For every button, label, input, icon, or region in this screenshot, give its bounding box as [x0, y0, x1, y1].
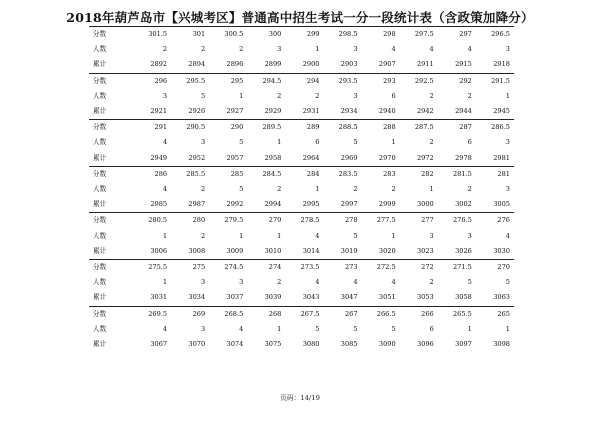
- count-cell: 3: [505, 185, 510, 194]
- count-cell: 2: [200, 45, 206, 54]
- count-cell: 1: [277, 138, 282, 147]
- score-cell: 297: [438, 27, 476, 43]
- score-cell: 266: [400, 306, 438, 322]
- count-cell: 3: [467, 231, 472, 240]
- score-cell: 285.5: [171, 166, 209, 182]
- score-cell: 269.5: [133, 306, 171, 322]
- count-cell: 3: [277, 45, 282, 54]
- count-cell: 2: [277, 278, 282, 287]
- score-cell: 290: [209, 120, 247, 136]
- count-row: [89, 89, 514, 104]
- cumulative-cell: 2894: [188, 60, 206, 69]
- cumulative-row-label: 累计: [93, 153, 107, 162]
- cumulative-cell: 2918: [493, 60, 510, 69]
- count-cell: 2: [162, 45, 168, 54]
- score-cell: 287.5: [400, 120, 438, 136]
- score-cell: 268.5: [209, 306, 247, 322]
- count-cell: 5: [391, 324, 396, 333]
- count-cell: 4: [315, 278, 320, 287]
- count-cell: 2: [200, 231, 206, 240]
- cumulative-cell: 3063: [493, 293, 510, 302]
- cumulative-row: [89, 244, 514, 260]
- score-cell: 273: [323, 260, 361, 276]
- cumulative-cell: 3034: [188, 293, 206, 302]
- count-cell: 5: [200, 91, 206, 100]
- count-row-label: 人数: [93, 324, 107, 333]
- score-cell: 295.5: [171, 73, 209, 89]
- score-cell: 271.5: [438, 260, 476, 276]
- score-row-label: 分数: [89, 213, 133, 229]
- score-cell: 289: [285, 120, 323, 136]
- count-cell: 3: [353, 45, 358, 54]
- cumulative-cell: 2972: [416, 153, 434, 162]
- score-cell: 279: [247, 213, 285, 229]
- score-cell: 282: [400, 166, 438, 182]
- score-row-label: 分数: [89, 27, 133, 43]
- count-cell: 3: [505, 138, 510, 147]
- score-cell: 270: [476, 260, 514, 276]
- count-cell: 5: [353, 231, 358, 240]
- count-cell: 1: [162, 231, 168, 240]
- count-cell: 2: [467, 91, 472, 100]
- score-cell: 298.5: [323, 27, 361, 43]
- count-cell: 1: [505, 324, 510, 333]
- score-cell: 272.5: [362, 260, 400, 276]
- score-cell: 295: [209, 73, 247, 89]
- cumulative-cell: 3098: [493, 340, 510, 349]
- score-row: [89, 306, 514, 322]
- count-cell: 2: [200, 185, 206, 194]
- score-cell: 288.5: [323, 120, 361, 136]
- score-cell: 292: [438, 73, 476, 89]
- count-row: [89, 182, 514, 197]
- score-cell: 276.5: [438, 213, 476, 229]
- score-cell: 265.5: [438, 306, 476, 322]
- cumulative-cell: 2992: [226, 200, 244, 209]
- count-cell: 6: [467, 138, 472, 147]
- score-cell: 274: [247, 260, 285, 276]
- cumulative-row-label: 累计: [93, 107, 107, 116]
- cumulative-cell: 3008: [188, 246, 206, 255]
- cumulative-cell: 3097: [455, 340, 472, 349]
- count-cell: 1: [467, 324, 472, 333]
- score-row-label: 分数: [89, 120, 133, 136]
- cumulative-cell: 3047: [340, 293, 358, 302]
- count-cell: 4: [315, 231, 320, 240]
- count-cell: 4: [429, 45, 434, 54]
- count-cell: 5: [353, 138, 358, 147]
- score-cell: 266.5: [362, 306, 400, 322]
- score-row: [89, 166, 514, 182]
- score-cell: 267.5: [285, 306, 323, 322]
- score-cell: 277: [400, 213, 438, 229]
- count-cell: 1: [277, 231, 282, 240]
- cumulative-row-label: 累计: [93, 293, 107, 302]
- count-cell: 4: [239, 324, 244, 333]
- count-cell: 2: [353, 185, 358, 194]
- score-row: [89, 27, 514, 43]
- cumulative-cell: 2940: [378, 107, 396, 116]
- cumulative-cell: 2926: [188, 107, 206, 116]
- cumulative-cell: 2969: [340, 153, 358, 162]
- score-cell: 297.5: [400, 27, 438, 43]
- count-row: [89, 135, 514, 150]
- cumulative-cell: 3090: [378, 340, 396, 349]
- cumulative-cell: 2999: [378, 200, 396, 209]
- count-row: [89, 229, 514, 244]
- count-row-label: 人数: [93, 138, 107, 147]
- cumulative-cell: 3043: [302, 293, 320, 302]
- count-cell: 1: [239, 91, 244, 100]
- cumulative-cell: 2942: [416, 107, 434, 116]
- score-distribution-table: [89, 26, 514, 352]
- count-row: [89, 322, 514, 337]
- cumulative-cell: 2896: [226, 60, 244, 69]
- score-cell: 281: [476, 166, 514, 182]
- score-cell: 279.5: [209, 213, 247, 229]
- count-cell: 5: [467, 278, 472, 287]
- cumulative-cell: 3014: [302, 246, 320, 255]
- score-cell: 283.5: [323, 166, 361, 182]
- cumulative-row: [89, 197, 514, 213]
- count-cell: 3: [200, 324, 206, 333]
- cumulative-row: [89, 151, 514, 167]
- score-cell: 292.5: [400, 73, 438, 89]
- count-cell: 4: [162, 138, 168, 147]
- score-cell: 291: [133, 120, 171, 136]
- cumulative-cell: 2934: [340, 107, 358, 116]
- score-cell: 284.5: [247, 166, 285, 182]
- cumulative-cell: 2985: [150, 200, 168, 209]
- cumulative-cell: 2981: [493, 153, 510, 162]
- count-cell: 1: [429, 185, 434, 194]
- cumulative-row-label: 累计: [93, 246, 107, 255]
- cumulative-cell: 2964: [302, 153, 320, 162]
- score-cell: 293.5: [323, 73, 361, 89]
- cumulative-cell: 3010: [264, 246, 282, 255]
- score-cell: 274.5: [209, 260, 247, 276]
- count-cell: 3: [200, 278, 206, 287]
- cumulative-cell: 2907: [378, 60, 396, 69]
- count-cell: 2: [429, 278, 434, 287]
- cumulative-cell: 3006: [150, 246, 168, 255]
- count-cell: 5: [315, 324, 320, 333]
- score-cell: 269: [171, 306, 209, 322]
- count-cell: 1: [162, 278, 168, 287]
- count-cell: 2: [277, 91, 282, 100]
- cumulative-cell: 3020: [378, 246, 396, 255]
- cumulative-cell: 2929: [264, 107, 282, 116]
- cumulative-row: [89, 337, 514, 352]
- count-cell: 1: [391, 138, 396, 147]
- cumulative-cell: 3051: [378, 293, 396, 302]
- score-cell: 288: [362, 120, 400, 136]
- score-cell: 277.5: [362, 213, 400, 229]
- score-row-label: 分数: [89, 73, 133, 89]
- cumulative-row: [89, 104, 514, 120]
- score-row-label: 分数: [89, 166, 133, 182]
- cumulative-cell: 3074: [226, 340, 244, 349]
- score-cell: 268: [247, 306, 285, 322]
- score-cell: 278.5: [285, 213, 323, 229]
- count-cell: 1: [277, 324, 282, 333]
- score-cell: 281.5: [438, 166, 476, 182]
- cumulative-cell: 2944: [455, 107, 472, 116]
- cumulative-cell: 3053: [416, 293, 434, 302]
- count-row-label: 人数: [93, 278, 107, 287]
- cumulative-cell: 3067: [150, 340, 168, 349]
- score-cell: 275.5: [133, 260, 171, 276]
- count-cell: 2: [429, 91, 434, 100]
- cumulative-cell: 3005: [493, 200, 510, 209]
- cumulative-row-label: 累计: [93, 200, 107, 209]
- score-cell: 296: [133, 73, 171, 89]
- count-cell: 3: [353, 91, 358, 100]
- count-cell: 2: [315, 91, 320, 100]
- score-cell: 291.5: [476, 73, 514, 89]
- score-cell: 267: [323, 306, 361, 322]
- cumulative-cell: 2931: [302, 107, 320, 116]
- score-row-label: 分数: [89, 260, 133, 276]
- score-cell: 294.5: [247, 73, 285, 89]
- cumulative-cell: 2995: [302, 200, 320, 209]
- score-row: [89, 73, 514, 89]
- count-cell: 5: [239, 185, 244, 194]
- cumulative-cell: 2900: [302, 60, 320, 69]
- score-cell: 278: [323, 213, 361, 229]
- count-cell: 6: [391, 91, 396, 100]
- count-row-label: 人数: [93, 45, 107, 54]
- count-row: [89, 275, 514, 290]
- count-cell: 1: [391, 231, 396, 240]
- cumulative-cell: 3058: [455, 293, 472, 302]
- cumulative-cell: 2927: [226, 107, 244, 116]
- score-row: [89, 213, 514, 229]
- score-cell: 265: [476, 306, 514, 322]
- score-cell: 286.5: [476, 120, 514, 136]
- count-cell: 4: [353, 278, 358, 287]
- count-cell: 2: [277, 185, 282, 194]
- score-row: [89, 260, 514, 276]
- score-cell: 298: [362, 27, 400, 43]
- score-cell: 289.5: [247, 120, 285, 136]
- cumulative-cell: 3039: [264, 293, 282, 302]
- cumulative-cell: 3085: [340, 340, 358, 349]
- count-cell: 1: [505, 91, 510, 100]
- score-cell: 283: [362, 166, 400, 182]
- score-cell: 273.5: [285, 260, 323, 276]
- cumulative-cell: 2994: [264, 200, 282, 209]
- cumulative-cell: 2899: [264, 60, 282, 69]
- score-cell: 296.5: [476, 27, 514, 43]
- count-cell: 3: [162, 91, 168, 100]
- count-cell: 4: [505, 231, 510, 240]
- cumulative-cell: 3002: [455, 200, 472, 209]
- score-cell: 272: [400, 260, 438, 276]
- page-number: 页码：14/19: [280, 394, 320, 402]
- cumulative-cell: 3080: [302, 340, 320, 349]
- cumulative-cell: 2892: [150, 60, 168, 69]
- count-cell: 5: [239, 138, 244, 147]
- cumulative-row-label: 累计: [93, 340, 107, 349]
- score-cell: 299: [285, 27, 323, 43]
- score-cell: 290.5: [171, 120, 209, 136]
- score-cell: 285: [209, 166, 247, 182]
- score-cell: 300.5: [209, 27, 247, 43]
- count-cell: 1: [315, 185, 320, 194]
- cumulative-cell: 2997: [340, 200, 358, 209]
- count-row-label: 人数: [93, 231, 107, 240]
- count-cell: 1: [239, 231, 244, 240]
- cumulative-cell: 2952: [188, 153, 206, 162]
- count-cell: 5: [505, 278, 510, 287]
- count-row: [89, 42, 514, 57]
- cumulative-cell: 3000: [416, 200, 434, 209]
- count-cell: 4: [391, 45, 396, 54]
- count-cell: 3: [200, 138, 206, 147]
- count-cell: 2: [429, 138, 434, 147]
- cumulative-cell: 2945: [493, 107, 510, 116]
- cumulative-cell: 2978: [455, 153, 472, 162]
- cumulative-cell: 2911: [416, 60, 434, 69]
- cumulative-cell: 3026: [455, 246, 472, 255]
- cumulative-cell: 2958: [264, 153, 282, 162]
- cumulative-cell: 3075: [264, 340, 282, 349]
- cumulative-cell: 2987: [188, 200, 206, 209]
- score-cell: 300: [247, 27, 285, 43]
- count-row-label: 人数: [93, 185, 107, 194]
- score-cell: 284: [285, 166, 323, 182]
- score-cell: 280.5: [133, 213, 171, 229]
- cumulative-cell: 3019: [340, 246, 358, 255]
- score-cell: 293: [362, 73, 400, 89]
- score-cell: 301.5: [133, 27, 171, 43]
- cumulative-cell: 2921: [150, 107, 168, 116]
- page-title: 2018年葫芦岛市【兴城考区】普通高中招生考试一分一段统计表（含政策加降分）: [66, 10, 534, 25]
- count-cell: 2: [239, 45, 244, 54]
- cumulative-cell: 2970: [378, 153, 396, 162]
- score-row: [89, 120, 514, 136]
- score-cell: 301: [171, 27, 209, 43]
- count-cell: 4: [467, 45, 472, 54]
- cumulative-cell: 2949: [150, 153, 168, 162]
- cumulative-cell: 3009: [226, 246, 244, 255]
- count-cell: 6: [315, 138, 320, 147]
- count-cell: 3: [505, 45, 510, 54]
- cumulative-cell: 3031: [150, 293, 168, 302]
- cumulative-row: [89, 57, 514, 73]
- count-cell: 2: [391, 185, 396, 194]
- count-cell: 6: [429, 324, 434, 333]
- count-cell: 2: [467, 185, 472, 194]
- count-cell: 4: [162, 185, 168, 194]
- count-cell: 3: [429, 231, 434, 240]
- count-cell: 1: [315, 45, 320, 54]
- score-cell: 280: [171, 213, 209, 229]
- count-cell: 4: [391, 278, 396, 287]
- count-cell: 3: [239, 278, 244, 287]
- count-cell: 4: [162, 324, 168, 333]
- score-cell: 276: [476, 213, 514, 229]
- cumulative-cell: 2915: [455, 60, 472, 69]
- cumulative-cell: 3096: [416, 340, 434, 349]
- score-cell: 286: [133, 166, 171, 182]
- cumulative-cell: 2903: [340, 60, 358, 69]
- score-cell: 287: [438, 120, 476, 136]
- cumulative-cell: 3070: [188, 340, 206, 349]
- cumulative-cell: 3023: [416, 246, 434, 255]
- score-row-label: 分数: [89, 306, 133, 322]
- count-row-label: 人数: [93, 91, 107, 100]
- cumulative-row-label: 累计: [93, 60, 107, 69]
- cumulative-cell: 2957: [226, 153, 244, 162]
- cumulative-cell: 3037: [226, 293, 244, 302]
- score-cell: 294: [285, 73, 323, 89]
- count-cell: 5: [353, 324, 358, 333]
- cumulative-cell: 3030: [493, 246, 510, 255]
- score-cell: 275: [171, 260, 209, 276]
- cumulative-row: [89, 290, 514, 306]
